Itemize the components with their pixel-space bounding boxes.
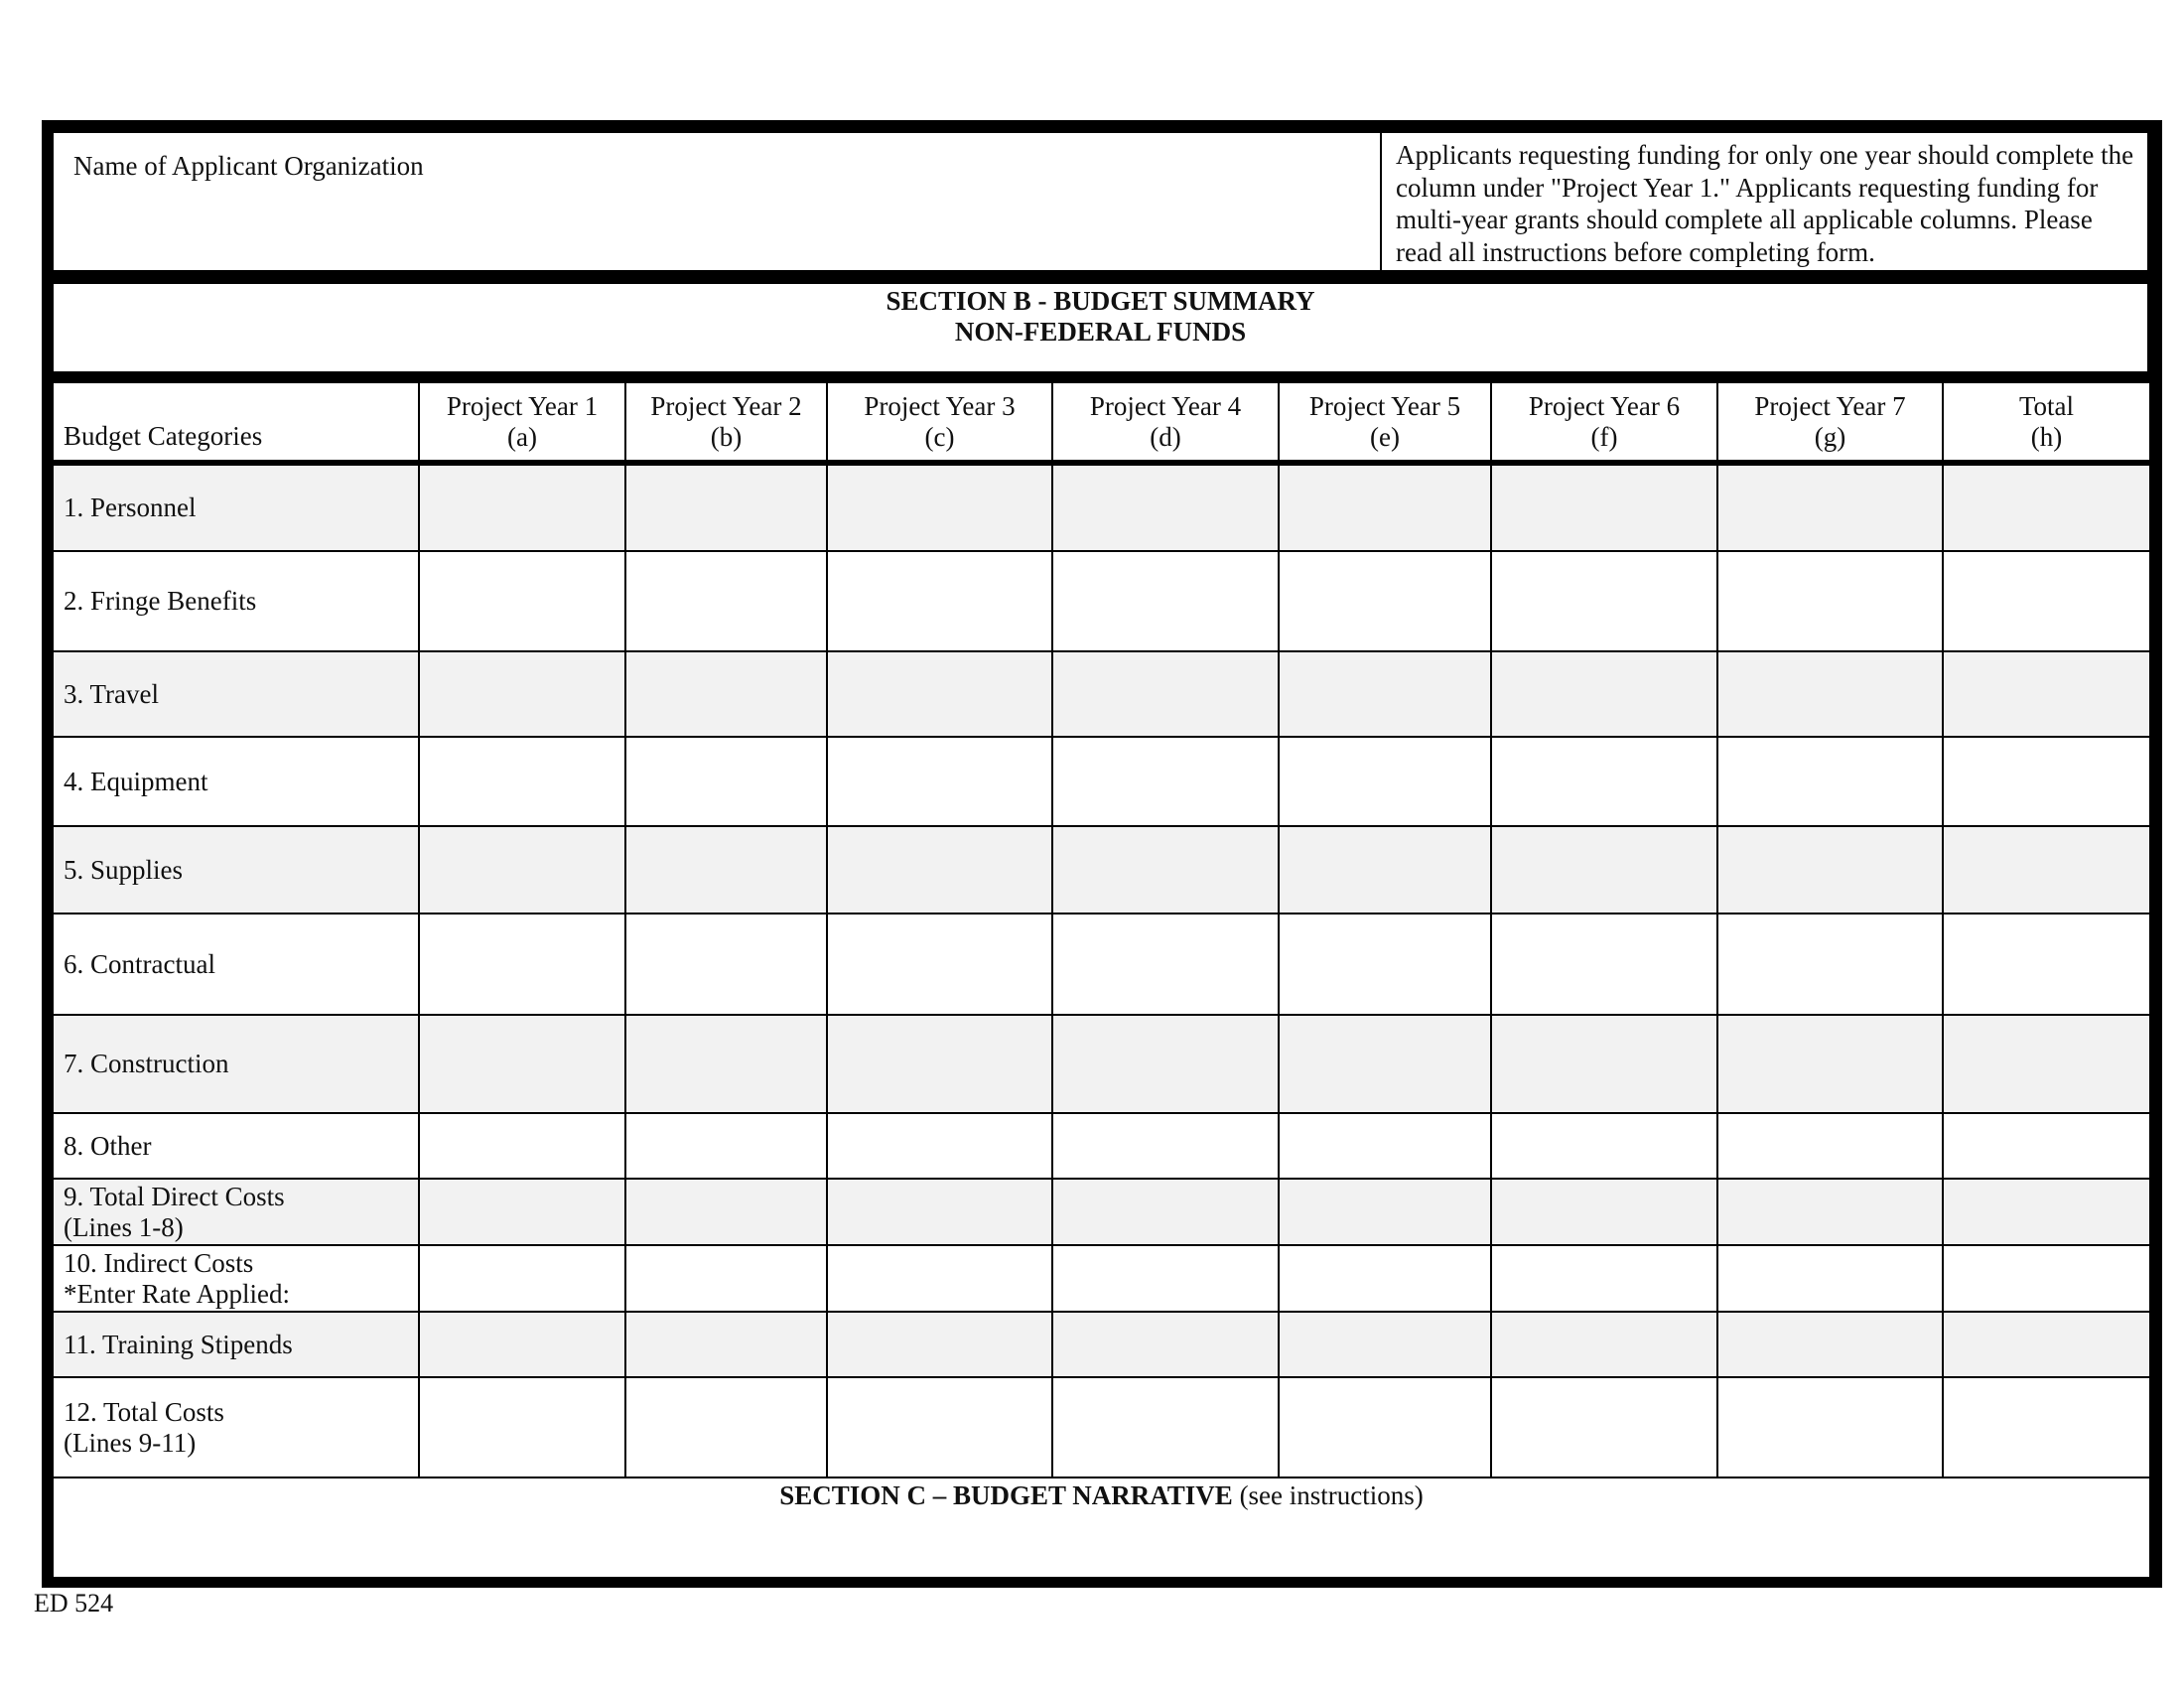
amount-cell-b[interactable] <box>625 463 827 551</box>
amount-cell-h[interactable] <box>1943 463 2150 551</box>
amount-cell-d[interactable] <box>1052 1113 1279 1179</box>
amount-cell-a[interactable] <box>419 1179 625 1245</box>
amount-cell-c[interactable] <box>827 914 1052 1015</box>
amount-cell-f[interactable] <box>1491 1015 1717 1113</box>
column-label: Project Year 5 <box>1308 390 1461 421</box>
amount-cell-a[interactable] <box>419 914 625 1015</box>
category-name: 3. Travel <box>64 678 160 709</box>
budget-category-label <box>53 551 419 651</box>
amount-cell-g[interactable] <box>1717 551 1943 651</box>
category-note: (Lines 9-11) <box>64 1427 197 1458</box>
amount-cell-b[interactable] <box>625 737 827 826</box>
section-b-header <box>52 282 2149 373</box>
section-b-subtitle: NON-FEDERAL FUNDS <box>954 317 1247 347</box>
column-header-8 <box>1943 382 2150 463</box>
amount-cell-a[interactable] <box>419 1377 625 1477</box>
amount-cell-c[interactable] <box>827 1015 1052 1113</box>
category-name: 11. Training Stipends <box>64 1329 293 1359</box>
column-label: Project Year 1 <box>446 390 599 421</box>
budget-category-label <box>53 463 419 551</box>
column-code: (g) <box>1814 421 1846 452</box>
amount-cell-e[interactable] <box>1279 651 1491 737</box>
budget-summary-table <box>52 381 2151 1579</box>
amount-cell-f[interactable] <box>1491 826 1717 914</box>
amount-cell-c[interactable] <box>827 1113 1052 1179</box>
amount-cell-f[interactable] <box>1491 651 1717 737</box>
column-header-row <box>53 382 2150 463</box>
amount-cell-g[interactable] <box>1717 1113 1943 1179</box>
amount-cell-c[interactable] <box>827 551 1052 651</box>
category-name: 10. Indirect Costs <box>64 1247 254 1278</box>
amount-cell-h[interactable] <box>1943 1377 2150 1477</box>
budget-category-label <box>53 1015 419 1113</box>
budget-category-label <box>53 1179 419 1245</box>
column-code: (f) <box>1590 421 1618 452</box>
budget-category-label <box>53 737 419 826</box>
amount-cell-f[interactable] <box>1491 1113 1717 1179</box>
budget-category-label <box>53 914 419 1015</box>
category-name: 5. Supplies <box>64 854 184 885</box>
amount-cell-d[interactable] <box>1052 1179 1279 1245</box>
category-name: 9. Total Direct Costs <box>64 1181 285 1211</box>
amount-cell-d[interactable] <box>1052 551 1279 651</box>
amount-cell-b[interactable] <box>625 1245 827 1312</box>
budget-category-label <box>53 1377 419 1477</box>
amount-cell-a[interactable] <box>419 551 625 651</box>
amount-cell-h[interactable] <box>1943 651 2150 737</box>
amount-cell-b[interactable] <box>625 1179 827 1245</box>
budget-category-label <box>53 651 419 737</box>
amount-cell-e[interactable] <box>1279 1015 1491 1113</box>
amount-cell-e[interactable] <box>1279 1312 1491 1377</box>
amount-cell-f[interactable] <box>1491 551 1717 651</box>
budget-category-label <box>53 1113 419 1179</box>
amount-cell-f[interactable] <box>1491 463 1717 551</box>
column-label: Project Year 4 <box>1089 390 1242 421</box>
budget-category-label <box>53 1245 419 1312</box>
amount-cell-e[interactable] <box>1279 737 1491 826</box>
amount-cell-c[interactable] <box>827 737 1052 826</box>
budget-row <box>53 1377 2150 1477</box>
amount-cell-b[interactable] <box>625 1377 827 1477</box>
category-name: 2. Fringe Benefits <box>64 586 257 616</box>
budget-row <box>53 463 2150 551</box>
amount-cell-h[interactable] <box>1943 914 2150 1015</box>
category-name: 8. Other <box>64 1130 152 1161</box>
applicant-organization-label: Name of Applicant Organization <box>73 151 424 181</box>
amount-cell-a[interactable] <box>419 1113 625 1179</box>
amount-cell-f[interactable] <box>1491 1377 1717 1477</box>
budget-category-label <box>53 1312 419 1377</box>
amount-cell-d[interactable] <box>1052 826 1279 914</box>
amount-cell-d[interactable] <box>1052 651 1279 737</box>
column-header-2 <box>625 382 827 463</box>
amount-cell-b[interactable] <box>625 551 827 651</box>
amount-cell-a[interactable] <box>419 737 625 826</box>
amount-cell-b[interactable] <box>625 826 827 914</box>
budget-row <box>53 551 2150 651</box>
category-name: 1. Personnel <box>64 492 197 522</box>
amount-cell-a[interactable] <box>419 1015 625 1113</box>
budget-narrative-row <box>53 1477 2150 1578</box>
category-note: *Enter Rate Applied: <box>64 1278 290 1309</box>
budget-row <box>53 1113 2150 1179</box>
amount-cell-g[interactable] <box>1717 1245 1943 1312</box>
column-code: (h) <box>2030 421 2063 452</box>
amount-cell-b[interactable] <box>625 914 827 1015</box>
amount-cell-c[interactable] <box>827 1312 1052 1377</box>
amount-cell-c[interactable] <box>827 1179 1052 1245</box>
amount-cell-h[interactable] <box>1943 737 2150 826</box>
amount-cell-e[interactable] <box>1279 1179 1491 1245</box>
amount-cell-b[interactable] <box>625 651 827 737</box>
budget-categories-header: Budget Categories <box>53 382 419 463</box>
amount-cell-c[interactable] <box>827 826 1052 914</box>
amount-cell-e[interactable] <box>1279 826 1491 914</box>
amount-cell-d[interactable] <box>1052 463 1279 551</box>
amount-cell-g[interactable] <box>1717 914 1943 1015</box>
amount-cell-d[interactable] <box>1052 1312 1279 1377</box>
column-code: (e) <box>1370 421 1400 452</box>
amount-cell-g[interactable] <box>1717 1312 1943 1377</box>
amount-cell-c[interactable] <box>827 463 1052 551</box>
amount-cell-a[interactable] <box>419 1245 625 1312</box>
amount-cell-b[interactable] <box>625 1312 827 1377</box>
header-box <box>52 131 2149 272</box>
section-c-title: SECTION C – BUDGET NARRATIVE <box>779 1480 1233 1510</box>
amount-cell-h[interactable] <box>1943 1312 2150 1377</box>
amount-cell-d[interactable] <box>1052 737 1279 826</box>
amount-cell-c[interactable] <box>827 651 1052 737</box>
amount-cell-g[interactable] <box>1717 737 1943 826</box>
column-label: Project Year 6 <box>1528 390 1681 421</box>
section-b-title: SECTION B - BUDGET SUMMARY <box>886 286 1315 316</box>
amount-cell-a[interactable] <box>419 826 625 914</box>
budget-row <box>53 737 2150 826</box>
amount-cell-b[interactable] <box>625 1113 827 1179</box>
amount-cell-g[interactable] <box>1717 463 1943 551</box>
amount-cell-b[interactable] <box>625 1015 827 1113</box>
amount-cell-e[interactable] <box>1279 551 1491 651</box>
column-label: Project Year 3 <box>864 390 1016 421</box>
form-id: ED 524 <box>34 1589 114 1618</box>
amount-cell-d[interactable] <box>1052 914 1279 1015</box>
section-c-note: (see instructions) <box>1239 1480 1424 1510</box>
amount-cell-h[interactable] <box>1943 1113 2150 1179</box>
amount-cell-g[interactable] <box>1717 1377 1943 1477</box>
amount-cell-g[interactable] <box>1717 1015 1943 1113</box>
column-code: (a) <box>507 421 537 452</box>
amount-cell-f[interactable] <box>1491 1312 1717 1377</box>
category-name: 6. Contractual <box>64 948 215 979</box>
budget-narrative-field[interactable] <box>53 1477 2150 1578</box>
amount-cell-e[interactable] <box>1279 1245 1491 1312</box>
amount-cell-c[interactable] <box>827 1245 1052 1312</box>
category-note: (Lines 1-8) <box>64 1211 184 1242</box>
column-code: (b) <box>710 421 743 452</box>
amount-cell-e[interactable] <box>1279 914 1491 1015</box>
category-name: 4. Equipment <box>64 766 208 796</box>
amount-cell-a[interactable] <box>419 463 625 551</box>
amount-cell-f[interactable] <box>1491 1179 1717 1245</box>
amount-cell-d[interactable] <box>1052 1015 1279 1113</box>
column-code: (d) <box>1150 421 1181 452</box>
column-header-7 <box>1717 382 1943 463</box>
amount-cell-c[interactable] <box>827 1377 1052 1477</box>
amount-cell-d[interactable] <box>1052 1377 1279 1477</box>
amount-cell-e[interactable] <box>1279 1377 1491 1477</box>
instructions-text: Applicants requesting funding for only one year should complete the column under "Project Year 1." Applicants requesting funding for multi-year grants should complete all applicable columns. Please read all instructions before completing form. <box>1380 133 2147 270</box>
amount-cell-h[interactable] <box>1943 551 2150 651</box>
column-label: Total <box>2018 390 2075 421</box>
amount-cell-f[interactable] <box>1491 914 1717 1015</box>
column-code: (c) <box>924 421 955 452</box>
category-name: 7. Construction <box>64 1049 229 1078</box>
amount-cell-f[interactable] <box>1491 737 1717 826</box>
amount-cell-e[interactable] <box>1279 463 1491 551</box>
amount-cell-e[interactable] <box>1279 1113 1491 1179</box>
budget-row <box>53 826 2150 914</box>
amount-cell-a[interactable] <box>419 1312 625 1377</box>
column-header-3 <box>827 382 1052 463</box>
column-header-5 <box>1279 382 1491 463</box>
amount-cell-h[interactable] <box>1943 1015 2150 1113</box>
amount-cell-h[interactable] <box>1943 826 2150 914</box>
budget-row <box>53 651 2150 737</box>
budget-row <box>53 1179 2150 1245</box>
budget-row <box>53 914 2150 1015</box>
amount-cell-h[interactable] <box>1943 1245 2150 1312</box>
amount-cell-d[interactable] <box>1052 1245 1279 1312</box>
budget-category-label <box>53 826 419 914</box>
amount-cell-g[interactable] <box>1717 826 1943 914</box>
amount-cell-g[interactable] <box>1717 1179 1943 1245</box>
amount-cell-g[interactable] <box>1717 651 1943 737</box>
budget-row <box>53 1015 2150 1113</box>
column-label: Project Year 2 <box>650 390 802 421</box>
budget-row <box>53 1245 2150 1312</box>
amount-cell-h[interactable] <box>1943 1179 2150 1245</box>
budget-row <box>53 1312 2150 1377</box>
amount-cell-a[interactable] <box>419 651 625 737</box>
column-label: Project Year 7 <box>1754 390 1906 421</box>
column-header-6 <box>1491 382 1717 463</box>
amount-cell-f[interactable] <box>1491 1245 1717 1312</box>
column-header-1 <box>419 382 625 463</box>
column-header-4 <box>1052 382 1279 463</box>
category-name: 12. Total Costs <box>64 1396 224 1427</box>
